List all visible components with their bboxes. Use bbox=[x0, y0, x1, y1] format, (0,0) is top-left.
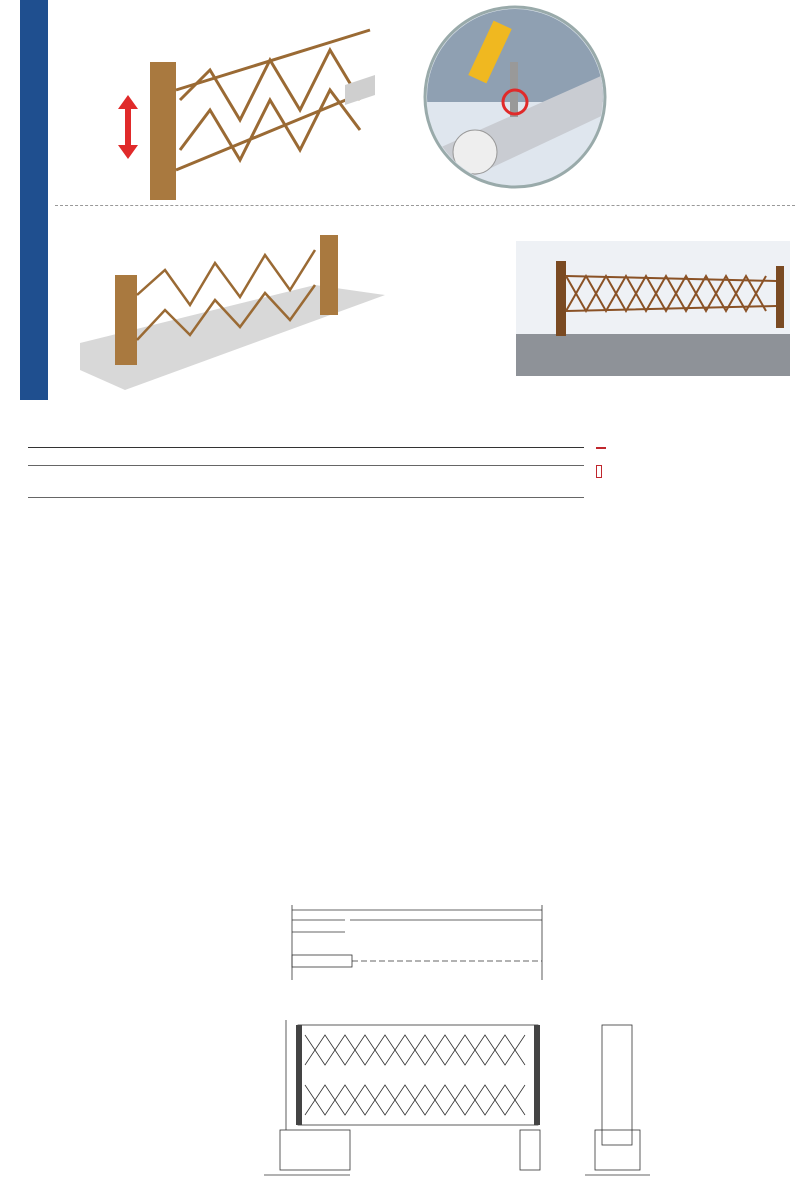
header-panta bbox=[501, 466, 536, 498]
feature-divider bbox=[55, 205, 795, 206]
header-folded bbox=[402, 466, 439, 498]
header-price bbox=[231, 466, 328, 498]
table-header-row bbox=[28, 466, 584, 498]
header-rail bbox=[439, 466, 481, 498]
header-opening bbox=[365, 466, 402, 498]
fence-illustration-slope bbox=[65, 235, 385, 395]
up-down-arrow-icon bbox=[118, 95, 138, 160]
price-title-rule bbox=[28, 447, 584, 448]
header-packages bbox=[560, 466, 584, 498]
notes-badge bbox=[596, 447, 606, 449]
fence-illustration-angle bbox=[110, 10, 410, 200]
slope-photo bbox=[516, 241, 790, 376]
header-frames bbox=[481, 466, 501, 498]
install-drawing bbox=[250, 900, 800, 1190]
header-model bbox=[83, 466, 231, 498]
header-width bbox=[327, 466, 364, 498]
note-highlight bbox=[596, 465, 602, 478]
notes-list bbox=[596, 465, 796, 480]
note-item bbox=[596, 465, 796, 478]
header-drop-rods bbox=[536, 466, 560, 498]
adjust-bolt-detail bbox=[420, 2, 610, 192]
feature-sidebar bbox=[20, 0, 48, 400]
price-table bbox=[28, 465, 584, 498]
